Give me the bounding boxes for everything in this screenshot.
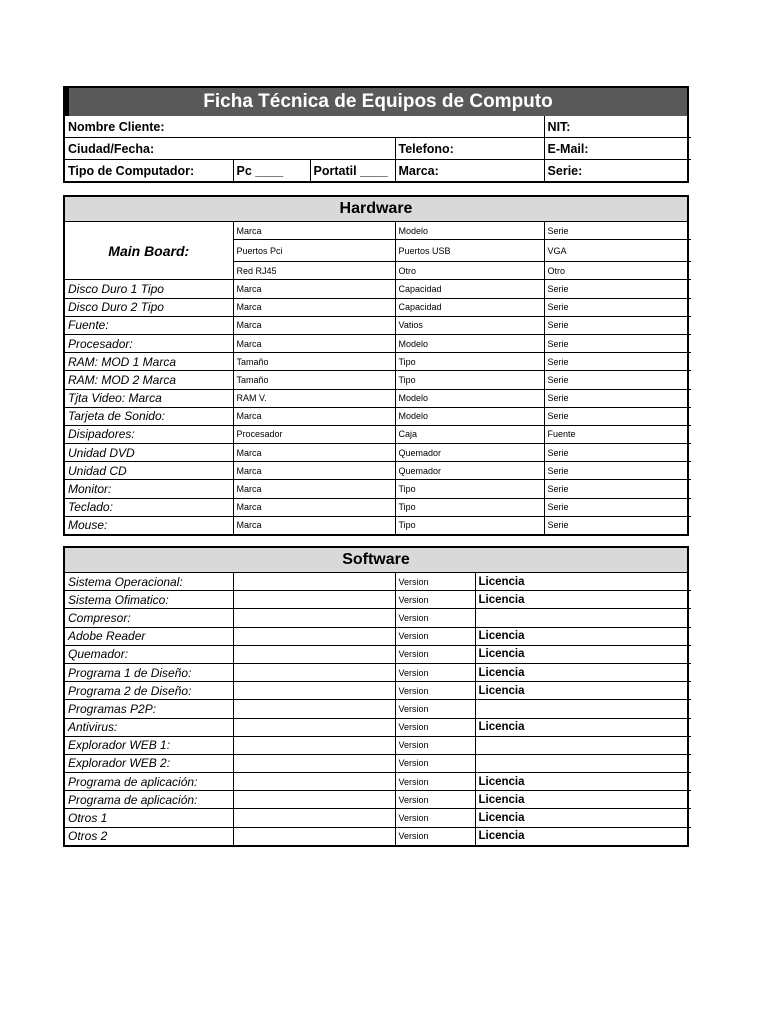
hw-cell[interactable]: Serie — [544, 371, 691, 389]
sw-row-label: Programa de aplicación: — [65, 791, 233, 809]
hw-cell[interactable]: Modelo — [395, 222, 544, 240]
hw-cell[interactable]: Tipo — [395, 371, 544, 389]
hw-row-label: Teclado: — [65, 498, 233, 516]
sw-version-field[interactable]: Version — [395, 682, 475, 700]
sw-value-field[interactable] — [233, 573, 395, 591]
hw-row-label: Tarjeta de Sonido: — [65, 407, 233, 425]
telefono-field[interactable]: Telefono: — [395, 138, 544, 160]
hardware-row — [65, 280, 691, 298]
sw-value-field[interactable] — [233, 827, 395, 845]
hw-cell[interactable]: Marca — [233, 444, 395, 462]
hardware-row — [65, 407, 691, 425]
sw-row-label: Explorador WEB 2: — [65, 754, 233, 772]
software-row — [65, 591, 691, 609]
sw-version-field[interactable]: Version — [395, 591, 475, 609]
hardware-row — [65, 498, 691, 516]
hardware-row — [65, 353, 691, 371]
hw-cell[interactable]: Puertos USB — [395, 240, 544, 262]
software-row — [65, 663, 691, 681]
hw-cell[interactable]: Serie — [544, 353, 691, 371]
hw-cell[interactable]: Tipo — [395, 516, 544, 534]
hardware-row — [65, 389, 691, 407]
hw-cell[interactable]: Serie — [544, 444, 691, 462]
hw-cell[interactable]: Marca — [233, 498, 395, 516]
ciudad-fecha-field[interactable]: Ciudad/Fecha: — [65, 138, 395, 160]
sw-version-field[interactable]: Version — [395, 736, 475, 754]
portatil-field[interactable]: Portatil ____ — [310, 160, 395, 182]
hardware-row — [65, 444, 691, 462]
hw-cell[interactable]: Capacidad — [395, 280, 544, 298]
sw-value-field[interactable] — [233, 754, 395, 772]
sw-row-label: Programa de aplicación: — [65, 773, 233, 791]
sw-value-field[interactable] — [233, 627, 395, 645]
hardware-row — [65, 371, 691, 389]
client-row — [65, 160, 691, 182]
hw-cell[interactable]: Marca — [233, 462, 395, 480]
hw-cell[interactable]: Fuente — [544, 425, 691, 443]
sw-version-field[interactable]: Version — [395, 627, 475, 645]
sw-row-label: Adobe Reader — [65, 627, 233, 645]
sw-version-field[interactable]: Version — [395, 827, 475, 845]
hw-cell[interactable]: Marca — [233, 280, 395, 298]
hw-row-label: RAM: MOD 1 Marca — [65, 353, 233, 371]
hw-cell[interactable]: Modelo — [395, 407, 544, 425]
hw-row-label: Disipadores: — [65, 425, 233, 443]
email-field[interactable]: E-Mail: — [544, 138, 691, 160]
sw-row-label: Otros 2 — [65, 827, 233, 845]
sw-value-field[interactable] — [233, 591, 395, 609]
hw-cell[interactable]: VGA — [544, 240, 691, 262]
sw-licencia-field[interactable]: Licencia — [475, 809, 691, 827]
sw-version-field[interactable]: Version — [395, 609, 475, 627]
hw-cell[interactable]: Serie — [544, 389, 691, 407]
hw-cell[interactable]: RAM V. — [233, 389, 395, 407]
sw-value-field[interactable] — [233, 700, 395, 718]
hw-cell[interactable]: Marca — [233, 222, 395, 240]
tipo-computador-label: Tipo de Computador: — [65, 160, 233, 182]
sw-row-label: Antivirus: — [65, 718, 233, 736]
software-row — [65, 573, 691, 591]
sw-value-field[interactable] — [233, 663, 395, 681]
hw-cell[interactable]: Vatios — [395, 316, 544, 334]
software-row — [65, 682, 691, 700]
hw-cell[interactable]: Quemador — [395, 462, 544, 480]
sw-value-field[interactable] — [233, 736, 395, 754]
sw-row-label: Otros 1 — [65, 809, 233, 827]
hw-cell[interactable]: Serie — [544, 462, 691, 480]
hw-cell[interactable]: Serie — [544, 334, 691, 352]
hw-row-label: RAM: MOD 2 Marca — [65, 371, 233, 389]
software-row — [65, 718, 691, 736]
hw-cell[interactable]: Marca — [233, 480, 395, 498]
sw-version-field[interactable]: Version — [395, 663, 475, 681]
hardware-table — [65, 222, 691, 534]
sw-row-label: Sistema Operacional: — [65, 573, 233, 591]
hw-cell[interactable]: Procesador — [233, 425, 395, 443]
sw-licencia-field[interactable]: Licencia — [475, 573, 691, 591]
hw-row-label: Fuente: — [65, 316, 233, 334]
software-row — [65, 773, 691, 791]
client-info-block — [63, 86, 689, 183]
hw-row-label: Unidad CD — [65, 462, 233, 480]
hw-cell[interactable]: Modelo — [395, 389, 544, 407]
hw-cell[interactable]: Caja — [395, 425, 544, 443]
hw-cell[interactable]: Red RJ45 — [233, 262, 395, 280]
sw-version-field[interactable]: Version — [395, 809, 475, 827]
hw-row-label: Unidad DVD — [65, 444, 233, 462]
page-title: Ficha Técnica de Equipos de Computo — [65, 88, 687, 116]
hardware-row — [65, 316, 691, 334]
main-board-label: Main Board: — [65, 222, 233, 280]
sw-licencia-field[interactable]: Licencia — [475, 682, 691, 700]
hw-cell[interactable]: Tipo — [395, 480, 544, 498]
hw-row-label: Procesador: — [65, 334, 233, 352]
sw-row-label: Compresor: — [65, 609, 233, 627]
hw-cell[interactable]: Puertos Pci — [233, 240, 395, 262]
sw-value-field[interactable] — [233, 718, 395, 736]
sw-licencia-field[interactable] — [475, 754, 691, 772]
software-section — [63, 546, 689, 847]
sw-licencia-field[interactable] — [475, 736, 691, 754]
hw-cell[interactable]: Marca — [233, 316, 395, 334]
sw-value-field[interactable] — [233, 809, 395, 827]
software-row — [65, 809, 691, 827]
hardware-section — [63, 195, 689, 536]
hw-cell[interactable]: Serie — [544, 407, 691, 425]
marca-field[interactable]: Marca: — [395, 160, 544, 182]
hw-cell[interactable]: Tipo — [395, 498, 544, 516]
hardware-row — [65, 516, 691, 534]
sw-version-field[interactable]: Version — [395, 718, 475, 736]
client-row — [65, 138, 691, 160]
sw-row-label: Programas P2P: — [65, 700, 233, 718]
sw-licencia-field[interactable]: Licencia — [475, 645, 691, 663]
sw-licencia-field[interactable] — [475, 609, 691, 627]
pc-field[interactable]: Pc ____ — [233, 160, 310, 182]
hw-cell[interactable]: Serie — [544, 516, 691, 534]
sw-row-label: Programa 1 de Diseño: — [65, 663, 233, 681]
hw-cell[interactable]: Serie — [544, 316, 691, 334]
hw-row-label: Disco Duro 1 Tipo — [65, 280, 233, 298]
hw-cell[interactable]: Tamaño — [233, 371, 395, 389]
sw-licencia-field[interactable] — [475, 700, 691, 718]
hw-row-label: Disco Duro 2 Tipo — [65, 298, 233, 316]
client-row — [65, 116, 691, 138]
hw-cell[interactable]: Serie — [544, 280, 691, 298]
hw-cell[interactable]: Tipo — [395, 353, 544, 371]
hw-cell[interactable]: Serie — [544, 298, 691, 316]
sw-licencia-field[interactable]: Licencia — [475, 591, 691, 609]
software-row — [65, 609, 691, 627]
sw-version-field[interactable]: Version — [395, 773, 475, 791]
software-row — [65, 827, 691, 845]
hw-row-label: Monitor: — [65, 480, 233, 498]
sw-licencia-field[interactable]: Licencia — [475, 718, 691, 736]
hardware-row — [65, 425, 691, 443]
sw-version-field[interactable]: Version — [395, 573, 475, 591]
sw-value-field[interactable] — [233, 609, 395, 627]
hw-cell[interactable]: Capacidad — [395, 298, 544, 316]
hw-cell[interactable]: Marca — [233, 298, 395, 316]
sw-version-field[interactable]: Version — [395, 700, 475, 718]
sw-licencia-field[interactable]: Licencia — [475, 827, 691, 845]
software-table — [65, 573, 691, 845]
hw-cell[interactable]: Quemador — [395, 444, 544, 462]
software-row — [65, 791, 691, 809]
hw-cell[interactable]: Marca — [233, 407, 395, 425]
sw-row-label: Quemador: — [65, 645, 233, 663]
software-row — [65, 736, 691, 754]
sw-version-field[interactable]: Version — [395, 791, 475, 809]
client-info-table — [65, 116, 691, 181]
hardware-row — [65, 334, 691, 352]
hardware-row — [65, 298, 691, 316]
hardware-title: Hardware — [65, 197, 687, 222]
sw-row-label: Sistema Ofimatico: — [65, 591, 233, 609]
software-row — [65, 754, 691, 772]
sw-value-field[interactable] — [233, 773, 395, 791]
hw-cell[interactable]: Serie — [544, 498, 691, 516]
sw-licencia-field[interactable]: Licencia — [475, 663, 691, 681]
hw-cell[interactable]: Marca — [233, 334, 395, 352]
sw-value-field[interactable] — [233, 645, 395, 663]
sw-value-field[interactable] — [233, 682, 395, 700]
main-board-row — [65, 222, 691, 240]
sw-row-label: Explorador WEB 1: — [65, 736, 233, 754]
hw-cell[interactable]: Tamaño — [233, 353, 395, 371]
hw-cell[interactable]: Otro — [395, 262, 544, 280]
nombre-cliente-field[interactable]: Nombre Cliente: — [65, 116, 544, 138]
sw-licencia-field[interactable]: Licencia — [475, 773, 691, 791]
hw-row-label: Tjta Video: Marca — [65, 389, 233, 407]
sw-licencia-field[interactable]: Licencia — [475, 627, 691, 645]
hardware-row — [65, 462, 691, 480]
hw-cell[interactable]: Serie — [544, 480, 691, 498]
hw-cell[interactable]: Marca — [233, 516, 395, 534]
hw-row-label: Mouse: — [65, 516, 233, 534]
nit-field[interactable]: NIT: — [544, 116, 691, 138]
software-row — [65, 645, 691, 663]
software-row — [65, 700, 691, 718]
sw-row-label: Programa 2 de Diseño: — [65, 682, 233, 700]
sw-version-field[interactable]: Version — [395, 754, 475, 772]
serie-field[interactable]: Serie: — [544, 160, 691, 182]
sw-version-field[interactable]: Version — [395, 645, 475, 663]
hw-cell[interactable]: Otro — [544, 262, 691, 280]
hardware-row — [65, 480, 691, 498]
sw-value-field[interactable] — [233, 791, 395, 809]
software-title: Software — [65, 548, 687, 573]
hw-cell[interactable]: Modelo — [395, 334, 544, 352]
hw-cell[interactable]: Serie — [544, 222, 691, 240]
software-row — [65, 627, 691, 645]
sw-licencia-field[interactable]: Licencia — [475, 791, 691, 809]
